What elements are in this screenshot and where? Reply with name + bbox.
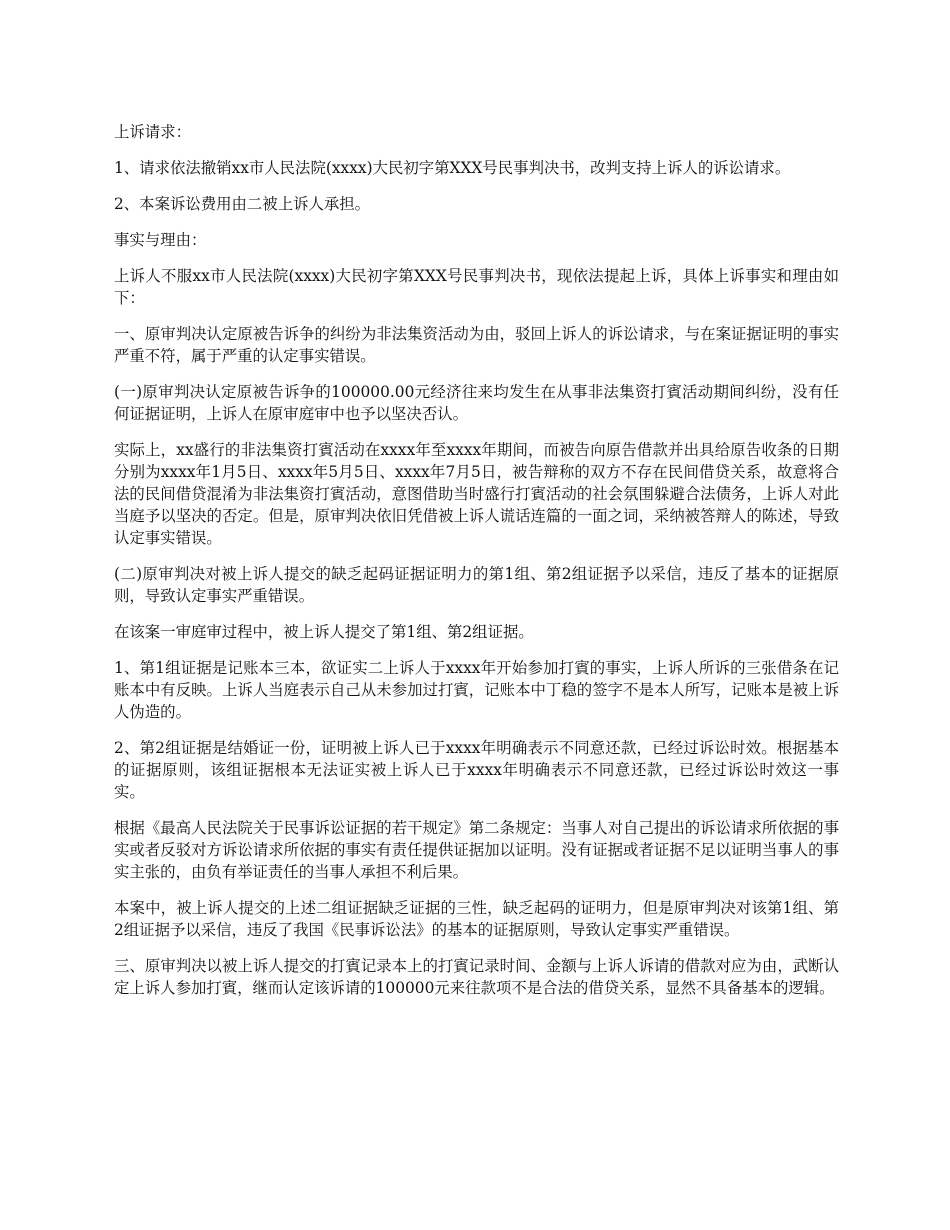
document-body xyxy=(114,121,839,1013)
evidence-group-2: 2、第2组证据是结婚证一份，证明被上诉人已于xxxx年明确表示不同意还款，已经过诉讼时效。根据基本的证据原则，该组证据根本无法证实被上诉人已于xxxx年明确表示不同意还款，已经过诉讼时效这一事实。 xyxy=(114,739,839,801)
case-analysis: 本案中，被上诉人提交的上述二组证据缺乏证据的三性，缺乏起码的证明力，但是原审判决对该第1组、第2组证据予以采信，违反了我国《民事诉讼法》的基本的证据原则，导致认定事实严重错误。 xyxy=(114,899,839,939)
reason-1-sub-2: (二)原审判决对被上诉人提交的缺乏起码证据证明力的第1组、第2组证据予以采信，违反了基本的证据原则，导致认定事实严重错误。 xyxy=(114,565,839,605)
appeal-request-1: 1、请求依法撤销xx市人民法院(xxxx)大民初字第XXX号民事判决书，改判支持上诉人的诉讼请求。 xyxy=(114,159,791,177)
reason-1-detail: 实际上，xx盛行的非法集资打賓活动在xxxx年至xxxx年期间，而被告向原告借款并出具给原告收条的日期分别为xxxx年1月5日、xxxx年5月5日、xxxx年7月5日，被告辩称的双方不存在民间借贷关系，故意将合法的民间借贷混淆为非法集资打賓活动，意图借助当时盛行打賓活动的社会氛围躲避合法债务，上诉人对此当庭予以坚决的否定。但是，原审判决依旧凭借被上诉人谎话连篇的一面之词，采纳被答辩人的陈述，导致认定事实错误。 xyxy=(114,441,839,547)
appeal-request-2: 2、本案诉讼费用由二被上诉人承担。 xyxy=(114,195,371,213)
heading-facts-and-reasons: 事实与理由： xyxy=(114,231,207,249)
reason-1-sub-1: (一)原审判决认定原被告诉争的100000.00元经济往来均发生在从事非法集资打賓活动期间纠纷，没有任何证据证明，上诉人在原审庭审中也予以坚决否认。 xyxy=(114,383,839,423)
legal-provision: 根据《最高人民法院关于民事诉讼证据的若干规定》第二条规定：当事人对自己提出的诉讼请求所依据的事实或者反驳对方诉讼请求所依据的事实有责任提供证据加以证明。没有证据或者证据不足以证明当事人的事实主张的，由负有举证责任的当事人承担不利后果。 xyxy=(114,819,839,881)
evidence-group-1: 1、第1组证据是记账本三本，欲证实二上诉人于xxxx年开始参加打賓的事实，上诉人所诉的三张借条在记账本中有反映。上诉人当庭表示自己从未参加过打賓，记账本中丁稳的签字不是本人所写，记账本是被上诉人伪造的。 xyxy=(114,659,839,721)
reason-3: 三、原审判决以被上诉人提交的打賓记录本上的打賓记录时间、金额与上诉人诉请的借款对应为由，武断认定上诉人参加打賓，继而认定该诉请的100000元来往款项不是合法的借贷关系，显然不具备基本的逻辑。 xyxy=(114,957,839,997)
evidence-intro: 在该案一审庭审过程中，被上诉人提交了第1组、第2组证据。 xyxy=(114,623,534,641)
reason-1: 一、原审判决认定原被告诉争的纠纷为非法集资活动为由，驳回上诉人的诉讼请求，与在案证据证明的事实严重不符，属于严重的认定事实错误。 xyxy=(114,325,839,365)
facts-intro: 上诉人不服xx市人民法院(xxxx)大民初字第XXX号民事判决书，现依法提起上诉，具体上诉事实和理由如下： xyxy=(114,267,839,307)
heading-appeal-requests: 上诉请求： xyxy=(114,123,191,141)
